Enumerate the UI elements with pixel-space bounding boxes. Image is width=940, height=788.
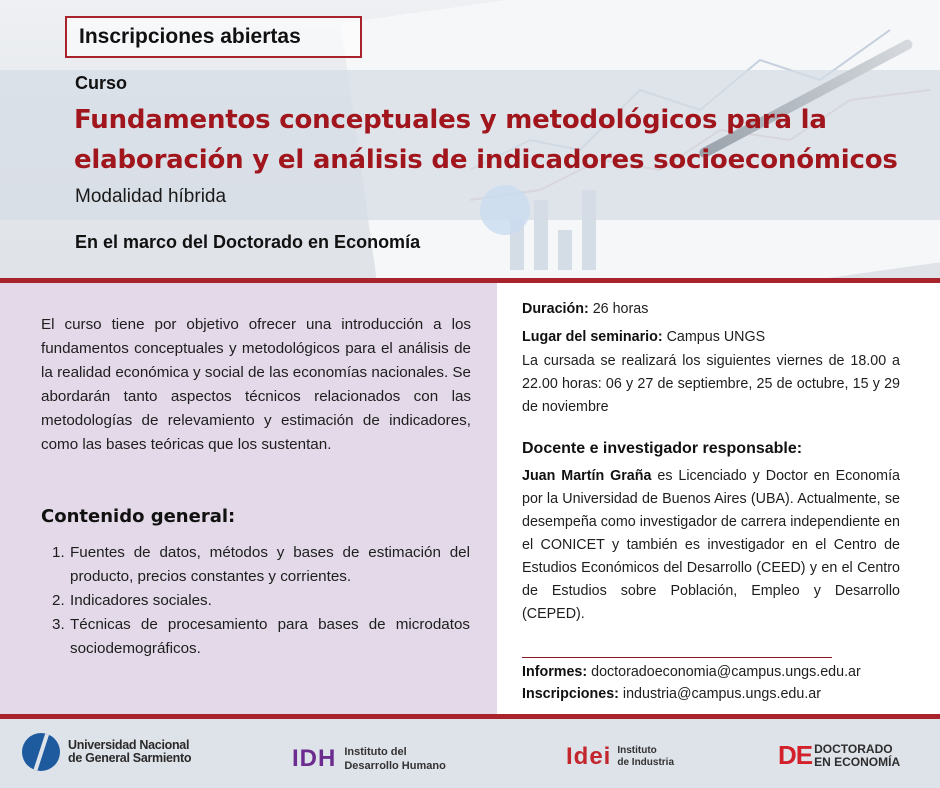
list-item-text: Fuentes de datos, métodos y bases de estimación del producto, precios constantes y corrientes. [70, 544, 470, 585]
duration-value: 26 horas [592, 301, 649, 317]
list-item-number: 2. [52, 592, 65, 609]
teacher-bio-text: es Licenciado y Doctor en Economía por la Universidad de Buenos Aires (UBA). Actualmente, se desempeña como investigador de carrera independiente en el CONICET y también es investigador en el Centro de Estudios Económicos del Desarrollo (CEED) y en el Centro de Estudios sobre Población, Empleo y Desarrollo (CEPED). [522, 468, 900, 622]
ungs-emblem-icon [22, 733, 60, 771]
info-label: Informes: [522, 664, 588, 680]
course-kicker: Curso [75, 73, 128, 93]
ungs-name-line2: de General Sarmiento [68, 751, 192, 765]
idh-name [344, 745, 445, 773]
registration-label: Inscripciones: [522, 686, 619, 702]
header-banner [0, 0, 940, 278]
teacher-bio [522, 465, 900, 626]
idei-logo [566, 743, 674, 771]
course-description: El curso tiene por objetivo ofrecer una introducción a los fundamentos conceptuales y metodológicos para el análisis de la realidad económica y social de las economías nacionales. Se abordarán tanto aspectos técnicos relacionados con las metodologías de relevamiento y estimación de indicadores, como las bases teóricas que los sustentan. [41, 316, 471, 453]
registration-open-badge: Inscripciones abiertas [65, 16, 362, 58]
idei-name-line1: Instituto [617, 745, 657, 756]
schedule-text: La cursada se realizará los siguientes viernes de 18.00 a 22.00 horas: 06 y 27 de septiembre, 25 de octubre, 15 y 29 de noviembre [522, 353, 900, 415]
list-item-text: Técnicas de procesamiento para bases de microdatos sociodemográficos. [70, 616, 470, 657]
registration-contact-line [522, 683, 932, 706]
list-item-number: 1. [52, 544, 65, 561]
course-title: Fundamentos conceptuales y metodológicos para la elaboración y el análisis de indicadores socioeconómicos [74, 105, 898, 175]
list-item [52, 589, 470, 613]
duration-label: Duración: [522, 301, 589, 317]
doctorado-name [814, 743, 900, 769]
ungs-logo [22, 733, 191, 771]
venue-label: Lugar del seminario: [522, 329, 663, 345]
idei-name-line2: de Industria [617, 757, 675, 768]
venue-line [522, 326, 900, 349]
venue-value: Campus UNGS [666, 329, 766, 345]
ungs-name [68, 739, 191, 765]
idh-name-line1: Instituto del [344, 746, 407, 758]
idh-name-line2: Desarrollo Humano [344, 760, 446, 772]
teacher-heading: Docente e investigador responsable: [522, 440, 803, 457]
ungs-name-line1: Universidad Nacional [68, 738, 190, 752]
contact-separator [522, 657, 832, 658]
info-email[interactable]: doctoradoeconomia@campus.ungs.edu.ar [591, 664, 861, 680]
de-mark: DE [778, 740, 813, 770]
idh-mark: IDH [292, 745, 337, 772]
program-framework: En el marco del Doctorado en Economía [75, 232, 421, 252]
list-item [52, 541, 470, 589]
doctorado-name-line1: DOCTORADO [814, 741, 893, 756]
course-modality: Modalidad híbrida [75, 186, 227, 207]
list-item [52, 613, 470, 661]
doctorado-name-line2: EN ECONOMÍA [814, 754, 901, 769]
content-heading: Contenido general: [41, 506, 236, 527]
doctorado-logo [778, 740, 900, 771]
duration-line [522, 298, 900, 321]
content-list [52, 541, 470, 661]
list-item-text: Indicadores sociales. [70, 592, 212, 609]
idei-mark: Idei [566, 743, 612, 770]
background-blur-circle [480, 185, 530, 235]
registration-email[interactable]: industria@campus.ungs.edu.ar [622, 686, 822, 702]
info-contact-line [522, 661, 932, 684]
idei-name [617, 745, 674, 769]
idh-logo [292, 745, 446, 773]
list-item-number: 3. [52, 616, 65, 633]
teacher-name: Juan Martín Graña [522, 468, 652, 484]
